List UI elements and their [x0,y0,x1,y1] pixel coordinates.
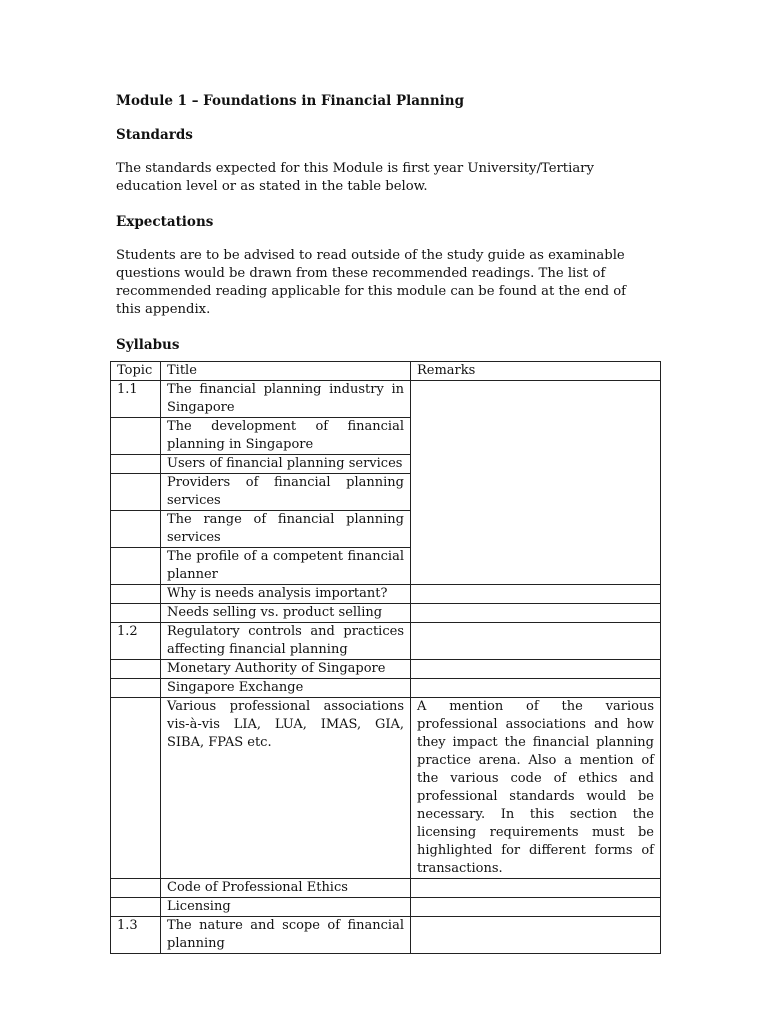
topic-cell: 1.3 [111,917,161,954]
table-row [111,604,661,623]
title-cell: The profile of a competent financial planner [161,548,411,585]
topic-cell [111,548,161,585]
title-cell: Users of financial planning services [161,455,411,474]
title-cell: The development of financial planning in Singapore [161,418,411,455]
title-cell: Singapore Exchange [161,679,411,698]
topic-cell [111,679,161,698]
expectations-heading: Expectations [116,214,214,230]
title-cell: The financial planning industry in Singapore [161,381,411,418]
topic-cell [111,898,161,917]
title-cell: Regulatory controls and practices affecting financial planning [161,623,411,660]
topic-cell [111,604,161,623]
title-cell: Various professional associations vis-à-vis LIA, LUA, IMAS, GIA, SIBA, FPAS etc. [161,698,411,879]
topic-cell [111,455,161,474]
remark-cell [411,585,661,604]
remark-cell [411,679,661,698]
title-cell: Monetary Authority of Singapore [161,660,411,679]
syllabus-table [110,361,661,954]
topic-cell [111,698,161,879]
table-row [111,585,661,604]
remark-cell [411,898,661,917]
title-cell: Providers of financial planning services [161,474,411,511]
table-row [111,879,661,898]
column-header-topic: Topic [111,362,161,381]
syllabus-heading: Syllabus [116,337,180,353]
remark-cell [411,623,661,660]
title-cell: Licensing [161,898,411,917]
table-row [111,898,661,917]
column-header-remarks: Remarks [411,362,661,381]
remark-cell [411,604,661,623]
title-cell: The range of financial planning services [161,511,411,548]
expectations-text: Students are to be advised to read outside of the study guide as examinable questions would be drawn from these recommended readings. The list of recommended reading applicable for this module can be found at the end of this appendix. [116,248,627,317]
topic-cell [111,660,161,679]
topic-cell [111,879,161,898]
module-title: Module 1 – Foundations in Financial Planning [116,93,465,109]
standards-text: The standards expected for this Module is first year University/Tertiary education level or as stated in the table below. [116,161,594,194]
remark-cell [411,917,661,954]
table-row [111,381,661,418]
table-row [111,623,661,660]
topic-cell: 1.1 [111,381,161,418]
table-row [111,660,661,679]
topic-cell [111,418,161,455]
topic-cell [111,585,161,604]
title-cell: The nature and scope of financial planning [161,917,411,954]
title-cell: Needs selling vs. product selling [161,604,411,623]
column-header-title: Title [161,362,411,381]
remark-cell [411,879,661,898]
table-row [111,917,661,954]
standards-heading: Standards [116,127,193,143]
table-row [111,679,661,698]
document-page [116,92,661,370]
topic-cell [111,474,161,511]
table-header-row [111,362,661,381]
topic-cell: 1.2 [111,623,161,660]
remark-cell [411,381,661,585]
topic-cell [111,511,161,548]
title-cell: Code of Professional Ethics [161,879,411,898]
table-row [111,698,661,879]
remark-cell: A mention of the various professional associations and how they impact the financial planning practice arena. Also a mention of the various code of ethics and professional standards would be necessary. In this section the licensing requirements must be highlighted for different forms of transactions. [411,698,661,879]
remark-cell [411,660,661,679]
title-cell: Why is needs analysis important? [161,585,411,604]
